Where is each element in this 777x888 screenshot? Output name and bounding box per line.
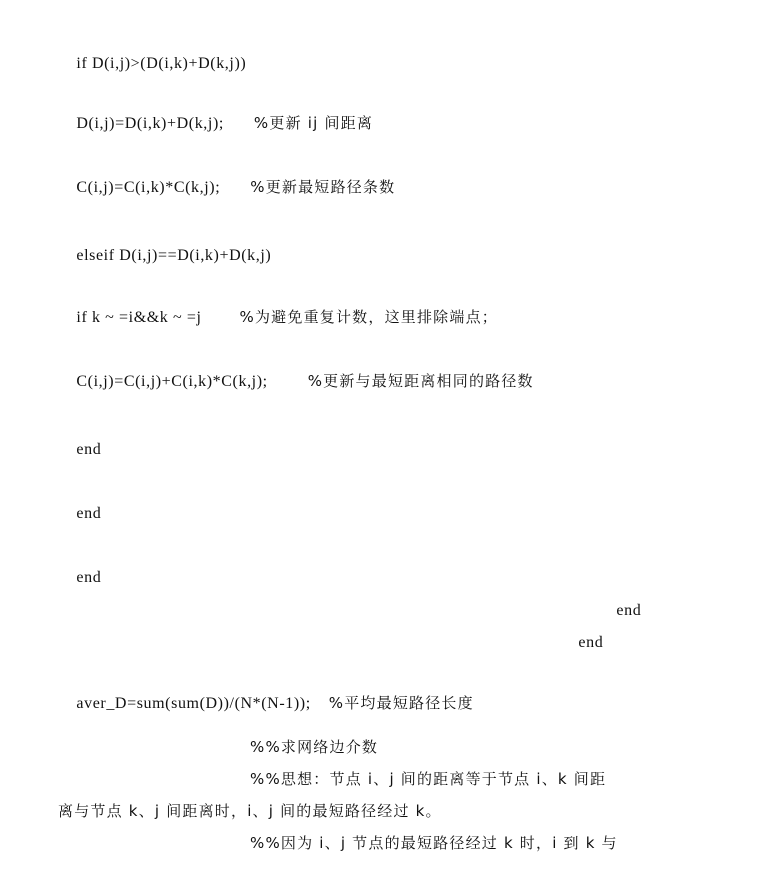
code-line-end [598, 581, 641, 641]
comment-line: 离与节点 k、j 间距离时，i、j 间的最短路径经过 k。 [58, 802, 442, 820]
code-line-if-k [58, 287, 498, 348]
comment-line: %%因为 i、j 节点的最短路径经过 k 时，i 到 k 与 [250, 834, 618, 852]
code-line-end [560, 613, 603, 673]
code-line-end [58, 484, 101, 544]
code-comment: %更新 ij 间距离 [253, 114, 374, 132]
comment-heading: %%求网络边介数 [250, 738, 379, 756]
code-line-update-count [58, 157, 395, 218]
code-line-end [58, 420, 101, 480]
code-text: if D(i,j)>(D(i,k)+D(k,j)) [76, 55, 247, 72]
code-text: end [578, 634, 604, 651]
code-text: if k ~ =i&&k ~ =j [76, 309, 202, 326]
code-line-end [58, 548, 101, 608]
code-comment: %更新与最短距离相同的路径数 [307, 372, 534, 390]
code-line-update-distance [58, 93, 373, 154]
code-text: end [616, 602, 642, 619]
code-text: aver_D=sum(sum(D))/(N*(N-1)); [76, 695, 311, 712]
code-text: end [76, 569, 102, 586]
code-comment: %平均最短路径长度 [328, 694, 474, 712]
code-line-if [58, 34, 246, 94]
code-text: elseif D(i,j)==D(i,k)+D(k,j) [76, 247, 272, 264]
code-comment: %更新最短路径条数 [250, 178, 396, 196]
code-text: C(i,j)=C(i,j)+C(i,k)*C(k,j); [76, 373, 268, 390]
code-line-accumulate [58, 351, 534, 412]
code-text: D(i,j)=D(i,k)+D(k,j); [76, 115, 224, 132]
code-line-elseif [58, 226, 271, 286]
code-line-average [58, 673, 474, 734]
code-text: C(i,j)=C(i,k)*C(k,j); [76, 179, 221, 196]
code-comment: %为避免重复计数，这里排除端点； [239, 308, 498, 326]
comment-line: %%思想：节点 i、j 间的距离等于节点 i、k 间距 [250, 770, 607, 788]
code-text: end [76, 441, 102, 458]
code-text: end [76, 505, 102, 522]
